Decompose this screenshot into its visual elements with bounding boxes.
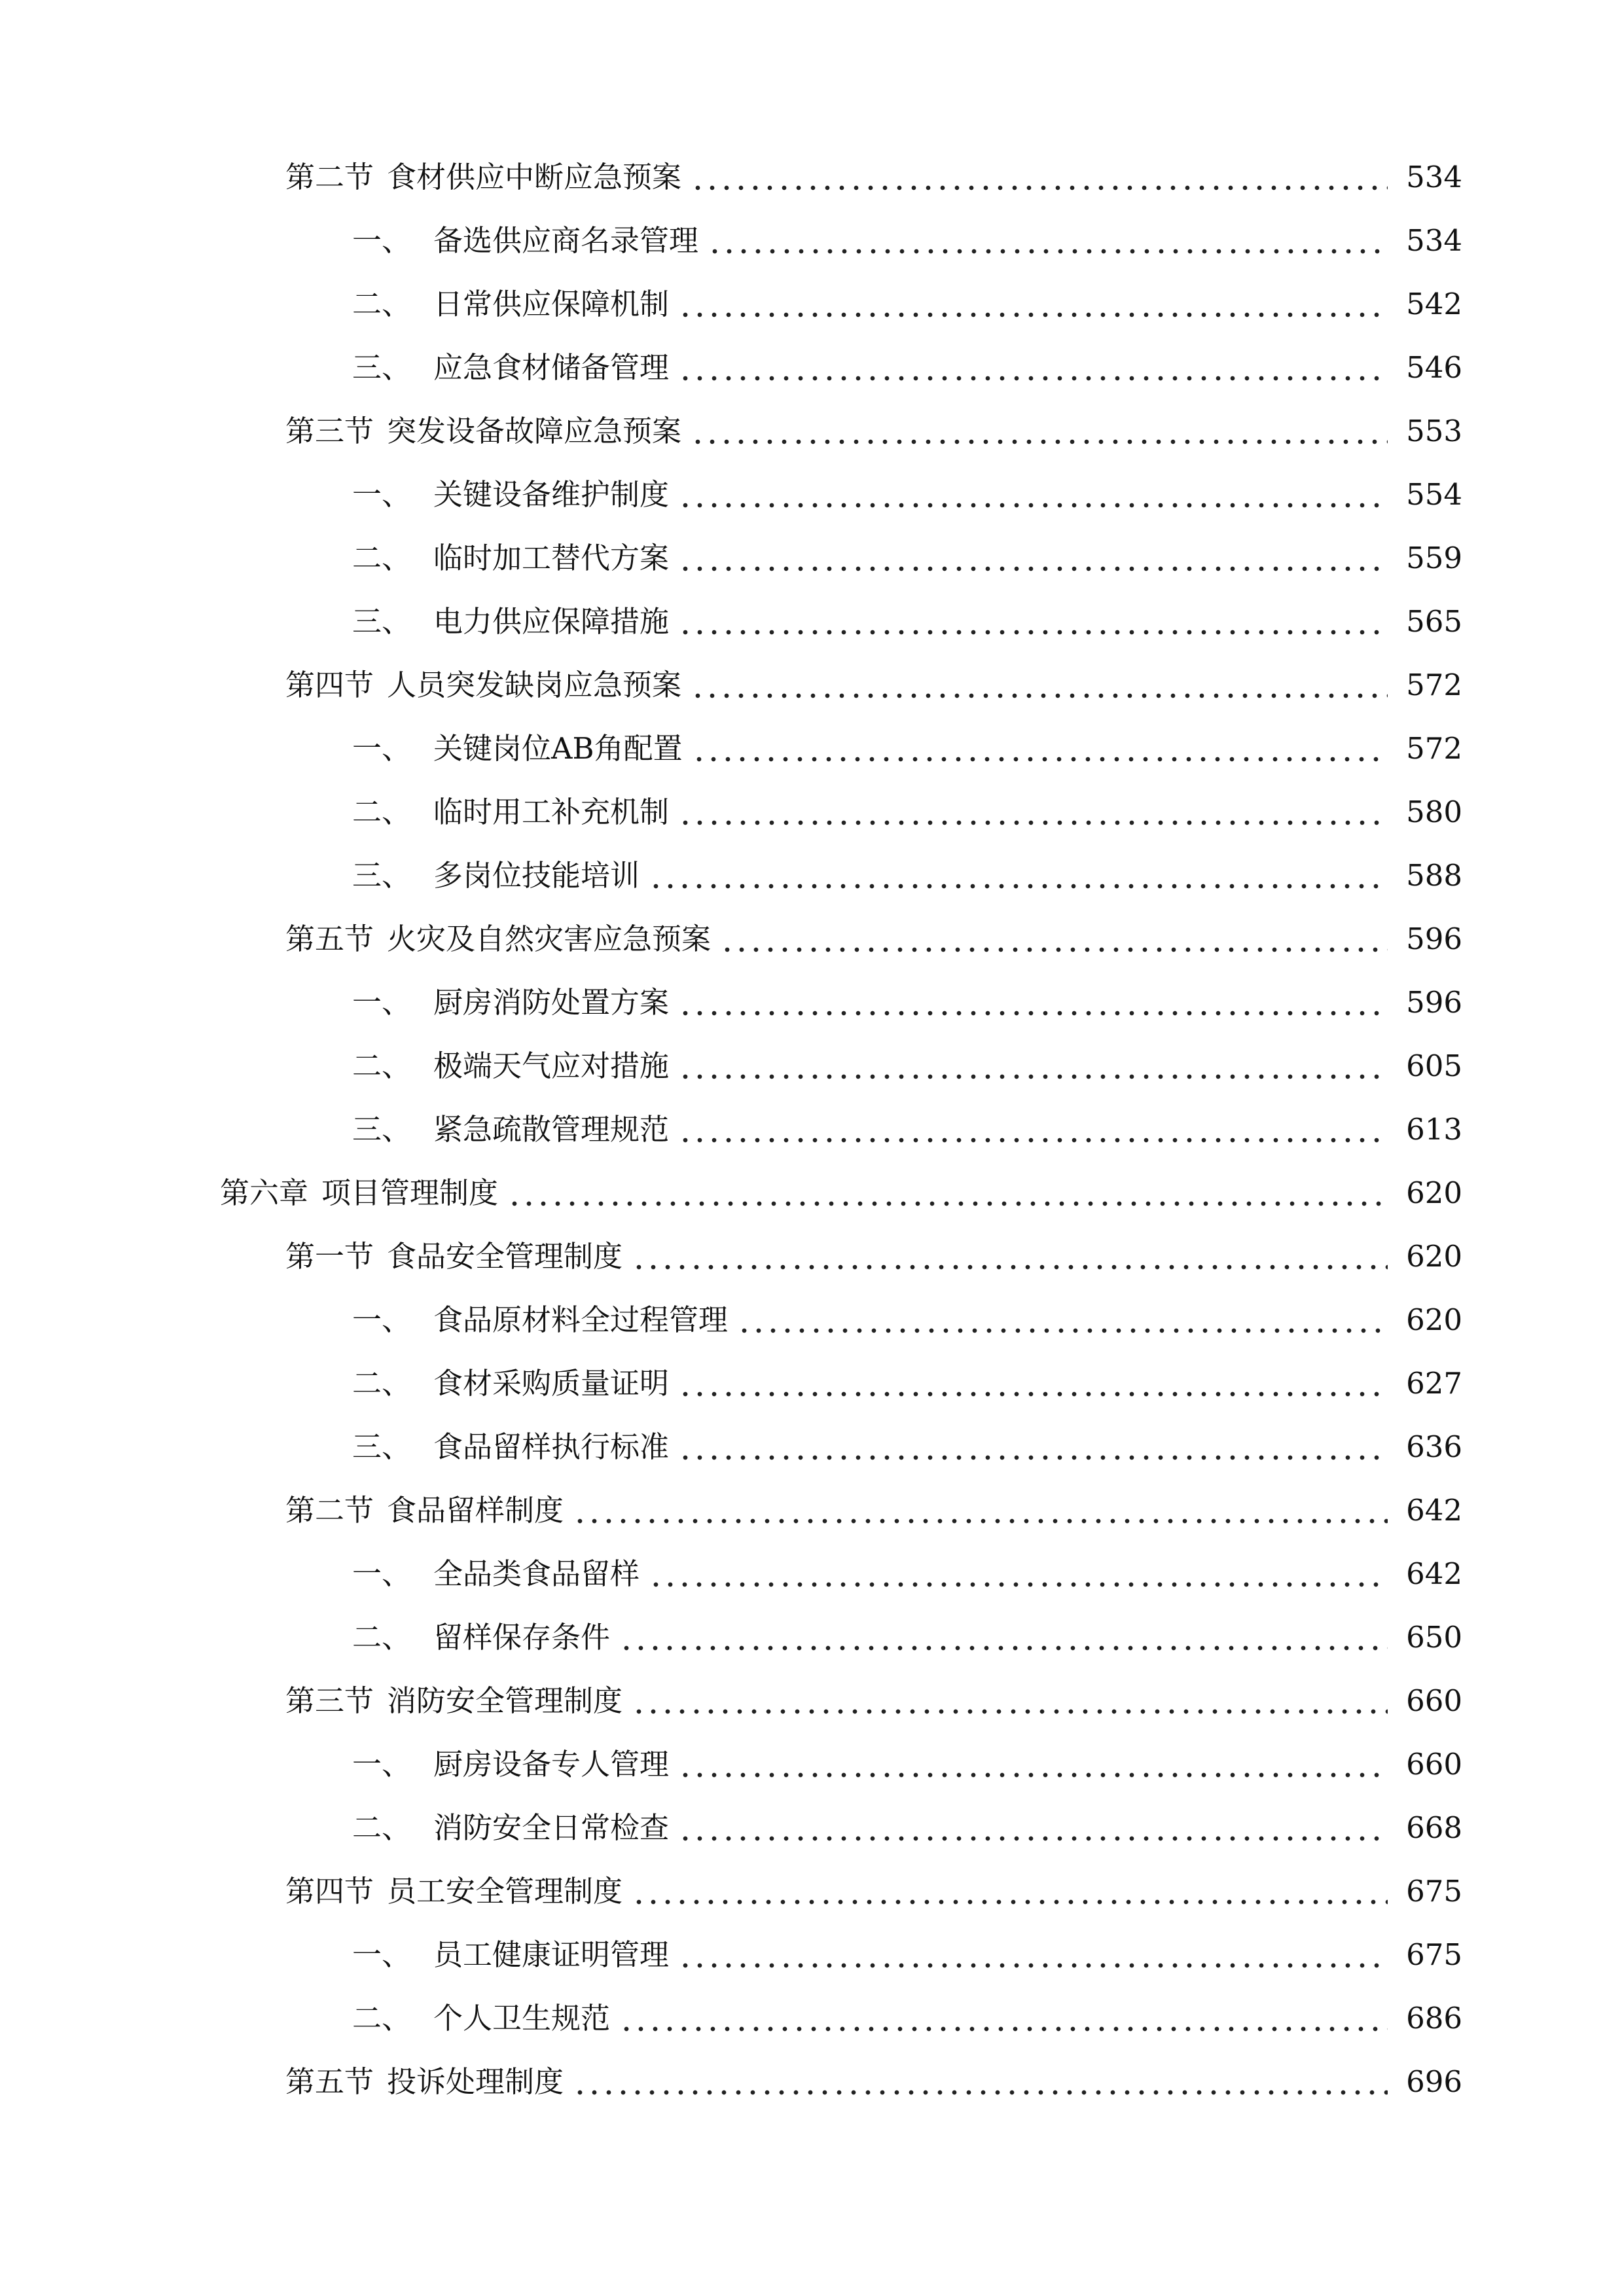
toc-entry-page-number: 642 <box>1406 1492 1462 1528</box>
toc-entry-label <box>352 539 669 578</box>
dot-leader <box>691 158 1388 197</box>
toc-entry-title: 食品留样执行标准 <box>433 1429 670 1464</box>
toc-entry-label <box>352 348 669 387</box>
toc-entry-number: 三、 <box>352 1429 412 1464</box>
toc-entry-number: 二、 <box>352 540 412 575</box>
toc-entry-page-number: 605 <box>1406 1048 1462 1083</box>
toc-entry-title: 消防安全日常检查 <box>433 1810 670 1845</box>
toc-entry-item[interactable] <box>0 526 1624 590</box>
toc-entry-title: 电力供应保障措施 <box>433 603 670 639</box>
toc-entry-section[interactable] <box>0 2050 1624 2113</box>
toc-entry-number: 第四节 <box>285 667 374 702</box>
toc-entry-item[interactable] <box>0 1732 1624 1796</box>
toc-entry-item[interactable] <box>0 1098 1624 1161</box>
toc-entry-title: 临时用工补充机制 <box>433 794 670 829</box>
dot-leader <box>678 475 1388 514</box>
toc-entry-item[interactable] <box>0 463 1624 526</box>
toc-entry-page-number: 534 <box>1406 223 1462 258</box>
toc-entry-item[interactable] <box>0 1796 1624 1859</box>
dot-leader <box>678 1427 1388 1467</box>
dot-leader <box>649 856 1388 895</box>
toc-entry-label <box>285 1681 623 1721</box>
toc-entry-title: 关键岗位AB角配置 <box>433 730 683 766</box>
toc-entry-label <box>285 920 711 959</box>
toc-entry-section[interactable] <box>0 399 1624 463</box>
toc-entry-number: 第一节 <box>285 1238 374 1274</box>
toc-entry-number: 三、 <box>352 350 412 385</box>
toc-entry-number: 第四节 <box>285 1873 374 1909</box>
toc-entry-page-number: 572 <box>1406 667 1462 702</box>
toc-entry-number: 二、 <box>352 794 412 829</box>
dot-leader <box>678 1047 1388 1086</box>
toc-entry-label <box>352 1364 669 1403</box>
toc-entry-page-number: 636 <box>1406 1429 1462 1464</box>
dot-leader <box>649 1554 1388 1594</box>
toc-entry-section[interactable] <box>0 1859 1624 1923</box>
toc-entry-number: 三、 <box>352 1111 412 1147</box>
toc-entry-page-number: 559 <box>1406 540 1462 575</box>
dot-leader <box>573 2062 1388 2102</box>
toc-entry-page-number: 565 <box>1406 603 1462 639</box>
dot-leader <box>678 285 1388 324</box>
toc-entry-label <box>285 1491 564 1530</box>
toc-entry-label <box>352 856 640 895</box>
toc-entry-title: 备选供应商名录管理 <box>433 223 699 258</box>
toc-entry-number: 第三节 <box>285 1683 374 1718</box>
toc-entry-number: 二、 <box>352 1365 412 1401</box>
toc-entry-title: 厨房设备专人管理 <box>433 1746 670 1782</box>
toc-entry-label <box>285 2062 564 2102</box>
toc-entry-title: 个人卫生规范 <box>433 2000 611 2036</box>
toc-entry-label <box>352 285 669 324</box>
toc-entry-page-number: 534 <box>1406 159 1462 194</box>
dot-leader <box>632 1237 1388 1276</box>
dot-leader <box>720 920 1388 959</box>
toc-entry-title: 投诉处理制度 <box>387 2064 564 2099</box>
toc-entry-number: 第五节 <box>285 921 374 956</box>
toc-entry-label <box>352 729 683 768</box>
toc-entry-number: 一、 <box>352 730 412 766</box>
toc-entry-label <box>285 158 681 197</box>
toc-entry-label <box>352 1935 669 1975</box>
toc-entry-chapter[interactable] <box>0 1161 1624 1225</box>
toc-entry-section[interactable] <box>0 653 1624 717</box>
toc-entry-title: 食品留样制度 <box>387 1492 564 1528</box>
toc-entry-number: 二、 <box>352 286 412 321</box>
toc-entry-page-number: 553 <box>1406 413 1462 448</box>
toc-entry-page-number: 696 <box>1406 2064 1462 2099</box>
toc-entry-number: 二、 <box>352 1619 412 1655</box>
toc-entry-item[interactable] <box>0 1605 1624 1669</box>
toc-entry-page-number: 660 <box>1406 1746 1462 1782</box>
toc-entry-label <box>285 666 681 705</box>
toc-entry-item[interactable] <box>0 844 1624 907</box>
dot-leader <box>678 1808 1388 1848</box>
toc-entry-page-number: 650 <box>1406 1619 1462 1655</box>
toc-entry-item[interactable] <box>0 272 1624 336</box>
toc-entry-label <box>352 1300 728 1340</box>
toc-entry-item[interactable] <box>0 971 1624 1034</box>
toc-entry-page-number: 554 <box>1406 476 1462 512</box>
toc-entry-item[interactable] <box>0 1923 1624 1986</box>
toc-entry-title: 员工健康证明管理 <box>433 1937 670 1972</box>
toc-entry-label <box>285 1237 623 1276</box>
toc-entry-page-number: 542 <box>1406 286 1462 321</box>
dot-leader <box>691 666 1388 705</box>
toc-entry-title: 厨房消防处置方案 <box>433 984 670 1020</box>
dot-leader <box>708 221 1388 260</box>
toc-entry-number: 三、 <box>352 603 412 639</box>
toc-entry-number: 一、 <box>352 1302 412 1337</box>
toc-entry-title: 多岗位技能培训 <box>433 857 640 893</box>
table-of-contents <box>0 145 1624 2113</box>
toc-entry-page-number: 620 <box>1406 1238 1462 1274</box>
dot-leader <box>678 539 1388 578</box>
toc-entry-item[interactable] <box>0 717 1624 780</box>
dot-leader <box>678 1110 1388 1149</box>
toc-entry-number: 一、 <box>352 984 412 1020</box>
toc-entry-page-number: 546 <box>1406 350 1462 385</box>
toc-entry-page-number: 596 <box>1406 921 1462 956</box>
toc-entry-label <box>352 602 669 641</box>
toc-entry-number: 三、 <box>352 857 412 893</box>
toc-entry-title: 人员突发缺岗应急预案 <box>387 667 682 702</box>
toc-entry-title: 食材供应中断应急预案 <box>387 159 682 194</box>
toc-entry-item[interactable] <box>0 209 1624 272</box>
dot-leader <box>691 412 1388 451</box>
toc-entry-title: 突发设备故障应急预案 <box>387 413 682 448</box>
toc-entry-title: 关键设备维护制度 <box>433 476 670 512</box>
dot-leader <box>678 983 1388 1022</box>
dot-leader <box>678 348 1388 387</box>
dot-leader <box>678 1364 1388 1403</box>
toc-entry-page-number: 668 <box>1406 1810 1462 1845</box>
dot-leader <box>678 1745 1388 1784</box>
toc-entry-title: 应急食材储备管理 <box>433 350 670 385</box>
toc-entry-title: 临时加工替代方案 <box>433 540 670 575</box>
toc-entry-page-number: 588 <box>1406 857 1462 893</box>
toc-entry-item[interactable] <box>0 1986 1624 2050</box>
toc-entry-title: 留样保存条件 <box>433 1619 611 1655</box>
toc-entry-page-number: 675 <box>1406 1937 1462 1972</box>
toc-entry-title: 员工安全管理制度 <box>387 1873 623 1909</box>
toc-entry-title: 食品原材料全过程管理 <box>433 1302 729 1337</box>
toc-entry-page-number: 642 <box>1406 1556 1462 1591</box>
toc-entry-label <box>220 1174 498 1213</box>
toc-entry-title: 日常供应保障机制 <box>433 286 670 321</box>
toc-entry-item[interactable] <box>0 1352 1624 1415</box>
dot-leader <box>632 1872 1388 1911</box>
dot-leader <box>678 793 1388 832</box>
dot-leader <box>692 729 1388 768</box>
toc-entry-page-number: 627 <box>1406 1365 1462 1401</box>
toc-entry-item[interactable] <box>0 590 1624 653</box>
toc-entry-section[interactable] <box>0 1479 1624 1542</box>
toc-entry-page-number: 620 <box>1406 1175 1462 1210</box>
toc-entry-title: 消防安全管理制度 <box>387 1683 623 1718</box>
toc-entry-section[interactable] <box>0 907 1624 971</box>
toc-entry-title: 极端天气应对措施 <box>433 1048 670 1083</box>
dot-leader <box>619 1999 1388 2038</box>
toc-entry-number: 第二节 <box>285 1492 374 1528</box>
toc-entry-section[interactable] <box>0 1225 1624 1288</box>
toc-entry-item[interactable] <box>0 1542 1624 1605</box>
toc-entry-label <box>352 1110 669 1149</box>
toc-entry-number: 第六章 <box>220 1175 309 1210</box>
toc-entry-label <box>352 475 669 514</box>
toc-entry-page-number: 580 <box>1406 794 1462 829</box>
toc-entry-label <box>352 983 669 1022</box>
toc-entry-section[interactable] <box>0 1669 1624 1732</box>
toc-entry-section[interactable] <box>0 145 1624 209</box>
dot-leader <box>619 1618 1388 1657</box>
toc-entry-label <box>352 1618 610 1657</box>
toc-entry-label <box>352 1745 669 1784</box>
toc-entry-title: 项目管理制度 <box>321 1175 499 1210</box>
toc-entry-label <box>352 793 669 832</box>
toc-entry-title: 食品安全管理制度 <box>387 1238 623 1274</box>
toc-entry-number: 一、 <box>352 1746 412 1782</box>
toc-entry-number: 第三节 <box>285 413 374 448</box>
toc-entry-number: 二、 <box>352 1048 412 1083</box>
dot-leader <box>573 1491 1388 1530</box>
dot-leader <box>737 1300 1388 1340</box>
toc-entry-page-number: 596 <box>1406 984 1462 1020</box>
toc-entry-title: 火灾及自然灾害应急预案 <box>387 921 712 956</box>
toc-entry-label <box>285 412 681 451</box>
toc-entry-number: 一、 <box>352 1937 412 1972</box>
dot-leader <box>678 1935 1388 1975</box>
dot-leader <box>678 602 1388 641</box>
toc-entry-label <box>352 1999 610 2038</box>
toc-entry-page-number: 620 <box>1406 1302 1462 1337</box>
toc-entry-item[interactable] <box>0 1415 1624 1479</box>
toc-entry-number: 二、 <box>352 1810 412 1845</box>
toc-entry-title: 全品类食品留样 <box>433 1556 640 1591</box>
toc-entry-page-number: 613 <box>1406 1111 1462 1147</box>
toc-entry-number: 二、 <box>352 2000 412 2036</box>
toc-entry-number: 一、 <box>352 1556 412 1591</box>
toc-entry-page-number: 686 <box>1406 2000 1462 2036</box>
toc-entry-label <box>285 1872 623 1911</box>
toc-entry-title: 食材采购质量证明 <box>433 1365 670 1401</box>
toc-entry-item[interactable] <box>0 780 1624 844</box>
toc-entry-number: 一、 <box>352 223 412 258</box>
dot-leader <box>632 1681 1388 1721</box>
dot-leader <box>507 1174 1388 1213</box>
toc-entry-number: 第五节 <box>285 2064 374 2099</box>
toc-entry-number: 第二节 <box>285 159 374 194</box>
toc-entry-label <box>352 221 698 260</box>
toc-entry-item[interactable] <box>0 1288 1624 1352</box>
toc-entry-label <box>352 1554 640 1594</box>
toc-entry-item[interactable] <box>0 1034 1624 1098</box>
toc-entry-label <box>352 1808 669 1848</box>
toc-entry-label <box>352 1047 669 1086</box>
toc-entry-title: 紧急疏散管理规范 <box>433 1111 670 1147</box>
toc-entry-number: 一、 <box>352 476 412 512</box>
toc-entry-label <box>352 1427 669 1467</box>
toc-entry-page-number: 675 <box>1406 1873 1462 1909</box>
toc-entry-item[interactable] <box>0 336 1624 399</box>
toc-entry-page-number: 660 <box>1406 1683 1462 1718</box>
toc-entry-page-number: 572 <box>1406 730 1462 766</box>
